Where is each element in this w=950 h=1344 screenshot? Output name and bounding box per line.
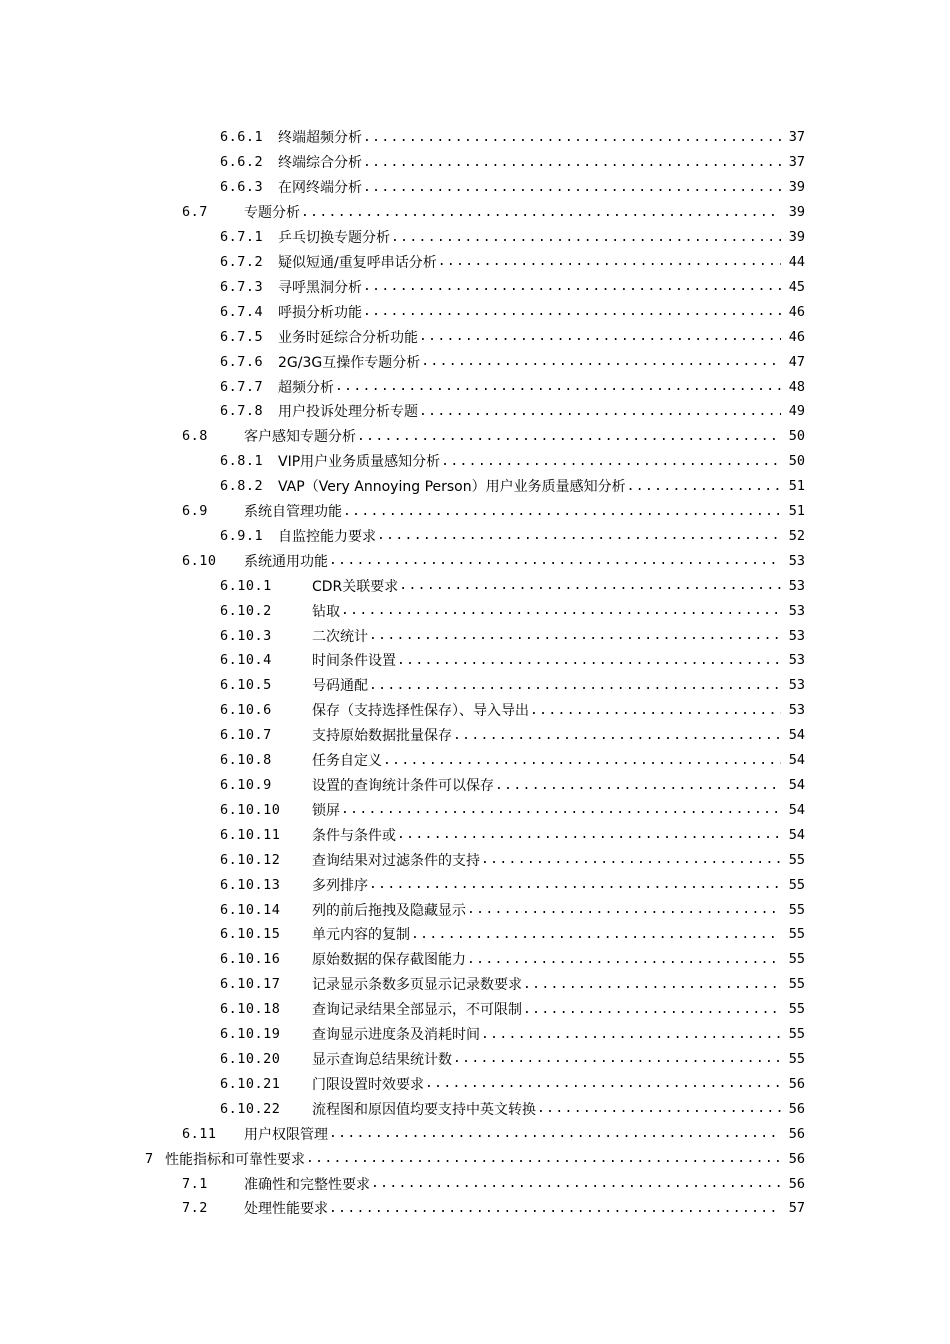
toc-entry-number: 6.10.2	[220, 602, 272, 619]
toc-entry-page-number: 39	[788, 179, 805, 196]
toc-entry-title[interactable]: 设置的查询统计条件可以保存	[312, 778, 494, 795]
toc-entry-title[interactable]: 超频分析	[278, 379, 334, 396]
toc-entry-page-number: 39	[788, 229, 805, 246]
toc-entry-number: 6.10.4	[220, 652, 272, 669]
toc-entry-page-number: 54	[788, 752, 805, 769]
toc-entry-title[interactable]: 系统通用功能	[244, 553, 328, 570]
dot-leader	[377, 528, 781, 543]
toc-entry-page-number: 55	[788, 976, 805, 993]
dot-leader	[467, 952, 781, 967]
toc-entry-title[interactable]: 二次统计	[312, 628, 368, 645]
toc-entry[interactable]	[0, 175, 950, 200]
toc-entry-title[interactable]: 处理性能要求	[244, 1201, 328, 1218]
toc-entry[interactable]	[0, 847, 950, 872]
dot-leader	[397, 653, 781, 668]
dot-leader	[438, 254, 781, 269]
toc-entry[interactable]	[0, 274, 950, 299]
dot-leader	[301, 205, 781, 220]
toc-entry-page-number: 54	[788, 777, 805, 794]
toc-entry-title[interactable]: VIP用户业务质量感知分析	[278, 454, 441, 471]
toc-entry-number: 6.10.21	[220, 1075, 281, 1092]
toc-entry-title[interactable]: 客户感知专题分析	[244, 429, 356, 446]
toc-entry-page-number: 51	[788, 478, 805, 495]
toc-entry-page-number: 56	[788, 1175, 805, 1192]
toc-entry-page-number: 55	[788, 1001, 805, 1018]
toc-entry[interactable]	[0, 399, 950, 424]
toc-entry-title[interactable]: 寻呼黑洞分析	[278, 279, 362, 296]
dot-leader	[425, 1076, 781, 1091]
toc-entry-number: 6.10.17	[220, 976, 281, 993]
toc-entry-page-number: 50	[788, 428, 805, 445]
toc-entry-title[interactable]: 支持原始数据批量保存	[312, 728, 452, 745]
toc-entry-page-number: 53	[788, 702, 805, 719]
toc-entry-number: 6.10.13	[220, 876, 281, 893]
toc-entry[interactable]	[0, 698, 950, 723]
toc-entry-page-number: 55	[788, 851, 805, 868]
toc-entry[interactable]	[0, 872, 950, 897]
dot-leader	[335, 379, 781, 394]
toc-entry-page-number: 55	[788, 926, 805, 943]
dot-leader	[363, 279, 781, 294]
toc-entry[interactable]	[0, 598, 950, 623]
toc-entry-page-number: 39	[788, 204, 805, 221]
toc-entry-page-number: 53	[788, 627, 805, 644]
toc-entry-title[interactable]: 单元内容的复制	[312, 927, 410, 944]
toc-entry-page-number: 53	[788, 577, 805, 594]
toc-entry[interactable]	[0, 1171, 950, 1196]
toc-entry-title[interactable]: 流程图和原因值均要支持中英文转换	[312, 1101, 536, 1118]
toc-entry-title[interactable]: 查询记录结果全部显示，不可限制	[312, 1002, 522, 1019]
toc-entry-page-number: 54	[788, 801, 805, 818]
toc-entry[interactable]	[0, 1146, 950, 1171]
toc-entry-page-number: 48	[788, 378, 805, 395]
toc-entry[interactable]	[0, 972, 950, 997]
toc-entry[interactable]	[0, 797, 950, 822]
dot-leader	[453, 1051, 781, 1066]
toc-entry[interactable]	[0, 548, 950, 573]
toc-entry-title[interactable]: 自监控能力要求	[278, 528, 376, 545]
toc-entry[interactable]	[0, 748, 950, 773]
toc-entry-page-number: 46	[788, 328, 805, 345]
toc-entry[interactable]	[0, 1096, 950, 1121]
toc-entry-number: 6.7.4	[220, 303, 264, 320]
dot-leader	[537, 1101, 781, 1116]
toc-entry-page-number: 44	[788, 253, 805, 270]
toc-entry-title[interactable]: 性能指标和可靠性要求	[165, 1151, 305, 1168]
toc-entry[interactable]	[0, 125, 950, 150]
toc-entry-number: 6.10.16	[220, 951, 281, 968]
dot-leader	[467, 902, 781, 917]
toc-entry-number: 6.7.8	[220, 403, 264, 420]
dot-leader	[530, 703, 781, 718]
toc-entry-title[interactable]: 保存（支持选择性保存）、导入导出	[312, 703, 529, 720]
toc-entry-page-number: 56	[788, 1075, 805, 1092]
toc-entry-page-number: 56	[788, 1150, 805, 1167]
toc-entry-number: 7	[145, 1150, 154, 1167]
dot-leader	[411, 927, 781, 942]
toc-entry-title[interactable]: 在网终端分析	[278, 180, 362, 197]
toc-entry[interactable]	[0, 200, 950, 225]
toc-entry-title[interactable]: 终端超频分析	[278, 130, 362, 147]
toc-entry-number: 6.7.3	[220, 278, 264, 295]
toc-entry[interactable]	[0, 349, 950, 374]
toc-entry-title[interactable]: 专题分析	[244, 205, 300, 222]
toc-entry-page-number: 54	[788, 727, 805, 744]
dot-leader	[369, 628, 781, 643]
toc-entry-number: 6.9	[182, 503, 208, 520]
toc-entry-title[interactable]: 门限设置时效要求	[312, 1076, 424, 1093]
toc-entry-number: 6.10.6	[220, 702, 272, 719]
dot-leader	[481, 1027, 781, 1042]
dot-leader	[391, 230, 781, 245]
dot-leader	[481, 852, 781, 867]
toc-entry-number: 6.8	[182, 428, 208, 445]
dot-leader	[357, 429, 781, 444]
toc-entry-number: 6.6.1	[220, 129, 264, 146]
toc-entry-title[interactable]: 终端综合分析	[278, 155, 362, 172]
dot-leader	[329, 553, 781, 568]
toc-entry-title[interactable]: 业务时延综合分析功能	[278, 329, 418, 346]
toc-entry-title[interactable]: VAP（Very Annoying Person）用户业务质量感知分析	[278, 479, 626, 496]
toc-entry-number: 7.1	[182, 1175, 208, 1192]
toc-entry-number: 6.8.2	[220, 478, 264, 495]
toc-entry-page-number: 51	[788, 503, 805, 520]
toc-entry-page-number: 55	[788, 901, 805, 918]
toc-entry[interactable]	[0, 524, 950, 549]
toc-entry[interactable]	[0, 449, 950, 474]
dot-leader	[495, 778, 781, 793]
dot-leader	[369, 877, 781, 892]
toc-entry-number: 6.10.5	[220, 677, 272, 694]
toc-entry-title[interactable]: 钻取	[312, 603, 340, 620]
dot-leader	[306, 1151, 781, 1166]
toc-entry-title[interactable]: 用户权限管理	[244, 1126, 328, 1143]
toc-entry-number: 6.10.18	[220, 1001, 281, 1018]
toc-entry-title[interactable]: 记录显示条数多页显示记录数要求	[312, 977, 522, 994]
toc-entry[interactable]	[0, 573, 950, 598]
toc-entry-number: 6.10.10	[220, 801, 281, 818]
toc-entry-title[interactable]: 锁屏	[312, 802, 340, 819]
dot-leader	[371, 1176, 781, 1191]
toc-entry-page-number: 55	[788, 876, 805, 893]
toc-entry[interactable]	[0, 922, 950, 947]
toc-entry[interactable]	[0, 374, 950, 399]
toc-entry[interactable]	[0, 947, 950, 972]
toc-entry[interactable]	[0, 997, 950, 1022]
toc-entry[interactable]	[0, 723, 950, 748]
toc-entry[interactable]	[0, 1121, 950, 1146]
toc-entry[interactable]	[0, 324, 950, 349]
dot-leader	[363, 130, 781, 145]
toc-entry-title[interactable]: 系统自管理功能	[244, 504, 342, 521]
dot-leader	[329, 1126, 781, 1141]
toc-entry-number: 6.7.7	[220, 378, 264, 395]
dot-leader	[627, 479, 781, 494]
toc-entry-title[interactable]: 疑似短通/重复呼串话分析	[278, 254, 437, 271]
toc-entry-number: 6.10.19	[220, 1026, 281, 1043]
toc-entry-title[interactable]: 时间条件设置	[312, 653, 396, 670]
toc-entry-number: 6.10.15	[220, 926, 281, 943]
dot-leader	[341, 603, 781, 618]
toc-entry-page-number: 53	[788, 602, 805, 619]
toc-entry-title[interactable]: 呼损分析功能	[278, 304, 362, 321]
toc-entry-number: 6.10.8	[220, 752, 272, 769]
toc-entry[interactable]	[0, 673, 950, 698]
toc-entry-title[interactable]: 原始数据的保存截图能力	[312, 952, 466, 969]
toc-entry-page-number: 56	[788, 1125, 805, 1142]
toc-entry-number: 6.10.14	[220, 901, 281, 918]
toc-entry-number: 6.10.7	[220, 727, 272, 744]
toc-entry-number: 6.7.5	[220, 328, 264, 345]
toc-entry-number: 6.9.1	[220, 527, 264, 544]
toc-entry-title[interactable]: 2G/3G互操作专题分析	[278, 354, 421, 371]
toc-entry[interactable]	[0, 424, 950, 449]
toc-entry-number: 6.10.1	[220, 577, 272, 594]
table-of-contents	[0, 125, 950, 1221]
dot-leader	[363, 304, 781, 319]
toc-entry[interactable]	[0, 648, 950, 673]
toc-entry-number: 6.10.9	[220, 777, 272, 794]
toc-entry-number: 6.10.11	[220, 826, 281, 843]
toc-entry-page-number: 55	[788, 1050, 805, 1067]
toc-entry-page-number: 37	[788, 154, 805, 171]
dot-leader	[383, 753, 781, 768]
dot-leader	[343, 504, 781, 519]
toc-entry-number: 6.10.22	[220, 1100, 281, 1117]
toc-entry-page-number: 50	[788, 453, 805, 470]
toc-entry-title[interactable]: 查询显示进度条及消耗时间	[312, 1027, 480, 1044]
toc-entry-title[interactable]: 条件与条件或	[312, 827, 396, 844]
dot-leader	[523, 977, 781, 992]
toc-entry-page-number: 54	[788, 826, 805, 843]
dot-leader	[363, 155, 781, 170]
toc-entry-page-number: 53	[788, 552, 805, 569]
toc-entry-number: 6.10	[182, 552, 217, 569]
toc-entry-title[interactable]: CDR关联要求	[312, 578, 399, 595]
toc-entry-page-number: 37	[788, 129, 805, 146]
toc-entry-number: 6.11	[182, 1125, 217, 1142]
toc-entry-title[interactable]: 任务自定义	[312, 753, 382, 770]
toc-entry-number: 6.7.1	[220, 229, 264, 246]
toc-entry-number: 6.7.2	[220, 253, 264, 270]
toc-entry-number: 6.6.3	[220, 179, 264, 196]
toc-entry-title[interactable]: 显示查询总结果统计数	[312, 1051, 452, 1068]
toc-entry[interactable]	[0, 1047, 950, 1072]
toc-entry[interactable]	[0, 897, 950, 922]
dot-leader	[397, 827, 781, 842]
toc-entry-title[interactable]: 号码通配	[312, 678, 368, 695]
toc-entry[interactable]	[0, 822, 950, 847]
toc-entry[interactable]	[0, 623, 950, 648]
toc-entry-page-number: 56	[788, 1100, 805, 1117]
toc-entry[interactable]	[0, 773, 950, 798]
toc-entry[interactable]	[0, 250, 950, 275]
toc-entry-page-number: 55	[788, 951, 805, 968]
dot-leader	[399, 578, 781, 593]
dot-leader	[421, 354, 781, 369]
dot-leader	[419, 404, 781, 419]
toc-entry-page-number: 45	[788, 278, 805, 295]
toc-entry-title[interactable]: 列的前后拖拽及隐藏显示	[312, 902, 466, 919]
dot-leader	[523, 1002, 781, 1017]
toc-entry-title[interactable]: 多列排序	[312, 877, 368, 894]
toc-entry-page-number: 49	[788, 403, 805, 420]
toc-entry-number: 6.7	[182, 204, 208, 221]
toc-entry-page-number: 46	[788, 303, 805, 320]
toc-entry[interactable]	[0, 150, 950, 175]
dot-leader	[441, 454, 781, 469]
dot-leader	[419, 329, 781, 344]
dot-leader	[341, 802, 781, 817]
toc-entry-title[interactable]: 乒乓切换专题分析	[278, 230, 390, 247]
dot-leader	[453, 728, 781, 743]
toc-entry-title[interactable]: 用户投诉处理分析专题	[278, 404, 418, 421]
toc-entry[interactable]	[0, 225, 950, 250]
toc-entry[interactable]	[0, 1196, 950, 1221]
toc-entry-number: 6.6.2	[220, 154, 264, 171]
toc-entry-page-number: 57	[788, 1200, 805, 1217]
toc-entry-title[interactable]: 查询结果对过滤条件的支持	[312, 852, 480, 869]
toc-entry-number: 6.8.1	[220, 453, 264, 470]
toc-entry[interactable]	[0, 1071, 950, 1096]
toc-entry[interactable]	[0, 499, 950, 524]
toc-entry-page-number: 52	[788, 527, 805, 544]
toc-entry[interactable]	[0, 474, 950, 499]
dot-leader	[329, 1201, 781, 1216]
toc-entry[interactable]	[0, 1022, 950, 1047]
toc-entry-title[interactable]: 准确性和完整性要求	[244, 1176, 370, 1193]
toc-entry-page-number: 47	[788, 353, 805, 370]
toc-entry-number: 6.7.6	[220, 353, 264, 370]
toc-entry-number: 6.10.3	[220, 627, 272, 644]
toc-entry-number: 6.10.12	[220, 851, 281, 868]
toc-entry-number: 6.10.20	[220, 1050, 281, 1067]
toc-entry-page-number: 53	[788, 677, 805, 694]
dot-leader	[363, 180, 781, 195]
toc-entry-page-number: 53	[788, 652, 805, 669]
toc-entry[interactable]	[0, 299, 950, 324]
dot-leader	[369, 678, 781, 693]
toc-entry-page-number: 55	[788, 1026, 805, 1043]
toc-entry-number: 7.2	[182, 1200, 208, 1217]
